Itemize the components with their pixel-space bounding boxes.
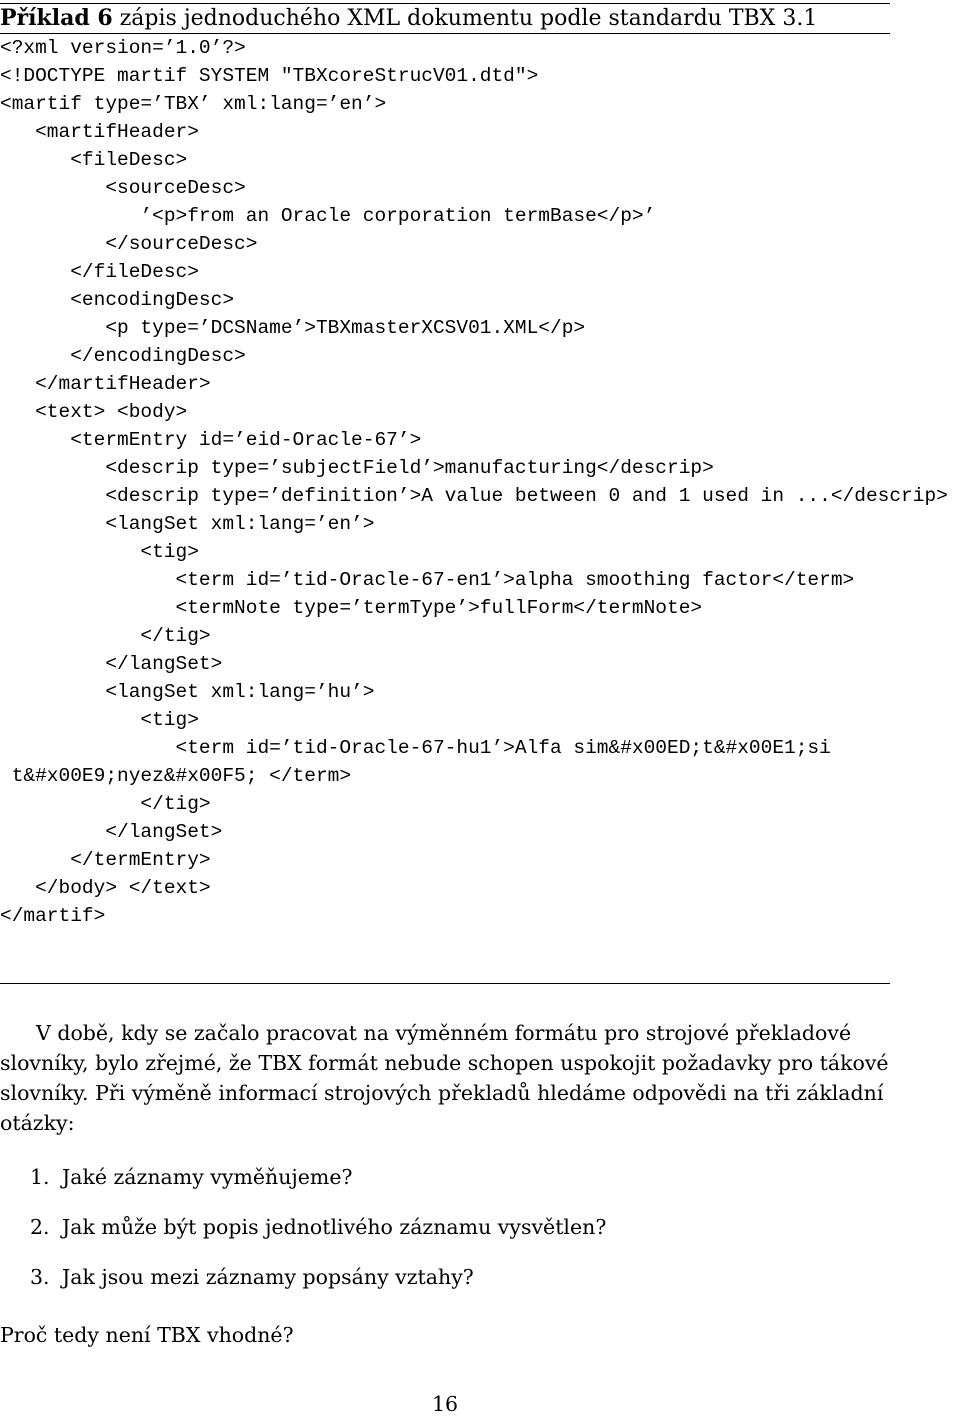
code-line: <martifHeader> — [0, 121, 199, 143]
code-line: </langSet> — [0, 821, 223, 843]
code-line: <langSet xml:lang=’en’> — [0, 513, 375, 535]
example-caption — [0, 4, 817, 33]
code-line: <termEntry id=’eid-Oracle-67’> — [0, 429, 422, 451]
page-number: 16 — [431, 1392, 459, 1416]
code-line: <term id=’tid-Oracle-67-en1’>alpha smoothing factor</term> — [0, 569, 855, 591]
code-line: </tig> — [0, 793, 211, 815]
code-line: </langSet> — [0, 653, 223, 675]
code-line: </encodingDesc> — [0, 345, 246, 367]
code-line: <tig> — [0, 709, 199, 731]
list-item-text: Jak jsou mezi záznamy popsány vztahy? — [62, 1265, 474, 1289]
code-line: <encodingDesc> — [0, 289, 235, 311]
list-item-number: 2. — [30, 1215, 50, 1239]
code-line: </fileDesc> — [0, 261, 199, 283]
closing-question: Proč tedy není TBX vhodné? — [0, 1323, 294, 1347]
code-line: <descrip type=’definition’>A value between 0 and 1 used in ...</descrip> — [0, 485, 948, 507]
code-line: <sourceDesc> — [0, 177, 246, 199]
code-line: <?xml version=’1.0’?> — [0, 37, 246, 59]
code-line: <langSet xml:lang=’hu’> — [0, 681, 375, 703]
list-item-number: 1. — [30, 1165, 50, 1189]
example-title: zápis jednoduchého XML dokumentu podle standardu TBX 3.1 — [119, 6, 818, 31]
example-bottom-rule — [0, 983, 890, 984]
code-line: ’<p>from an Oracle corporation termBase</p>’ — [0, 205, 656, 227]
code-line: </termEntry> — [0, 849, 211, 871]
list-item-text: Jak může být popis jednotlivého záznamu vysvětlen? — [62, 1215, 607, 1239]
code-line: <descrip type=’subjectField’>manufacturing</descrip> — [0, 457, 714, 479]
xml-code-block — [0, 34, 948, 930]
code-line: <martif type=’TBX’ xml:lang=’en’> — [0, 93, 387, 115]
code-line: </body> </text> — [0, 877, 211, 899]
example-label: Příklad 6 — [0, 5, 113, 31]
code-line: <term id=’tid-Oracle-67-hu1’>Alfa sim&#x00ED;t&#x00E1;si — [0, 737, 831, 759]
code-line: </sourceDesc> — [0, 233, 258, 255]
code-line: <text> <body> — [0, 401, 188, 423]
question-list — [0, 1162, 606, 1312]
list-item — [0, 1162, 606, 1212]
list-item — [0, 1262, 606, 1312]
code-line: <tig> — [0, 541, 199, 563]
code-line: </martif> — [0, 905, 106, 927]
body-paragraph: V době, kdy se začalo pracovat na výměnném formátu pro strojové překladové slovníky, bylo zřejmé, že TBX formát nebude schopen uspokojit požadavky pro tákové slovníky. Při výměně informací strojových překladů hledáme odpovědi na tři základní otázky: — [0, 1021, 889, 1135]
code-line: <!DOCTYPE martif SYSTEM "TBXcoreStrucV01.dtd"> — [0, 65, 539, 87]
list-item — [0, 1212, 606, 1262]
list-item-text: Jaké záznamy vyměňujeme? — [62, 1165, 353, 1189]
list-item-number: 3. — [30, 1265, 50, 1289]
code-line: </tig> — [0, 625, 211, 647]
code-line: </martifHeader> — [0, 373, 211, 395]
code-line: <fileDesc> — [0, 149, 188, 171]
code-line: t&#x00E9;nyez&#x00F5; </term> — [0, 765, 352, 787]
code-line: <p type=’DCSName’>TBXmasterXCSV01.XML</p> — [0, 317, 586, 339]
code-line: <termNote type=’termType’>fullForm</termNote> — [0, 597, 703, 619]
